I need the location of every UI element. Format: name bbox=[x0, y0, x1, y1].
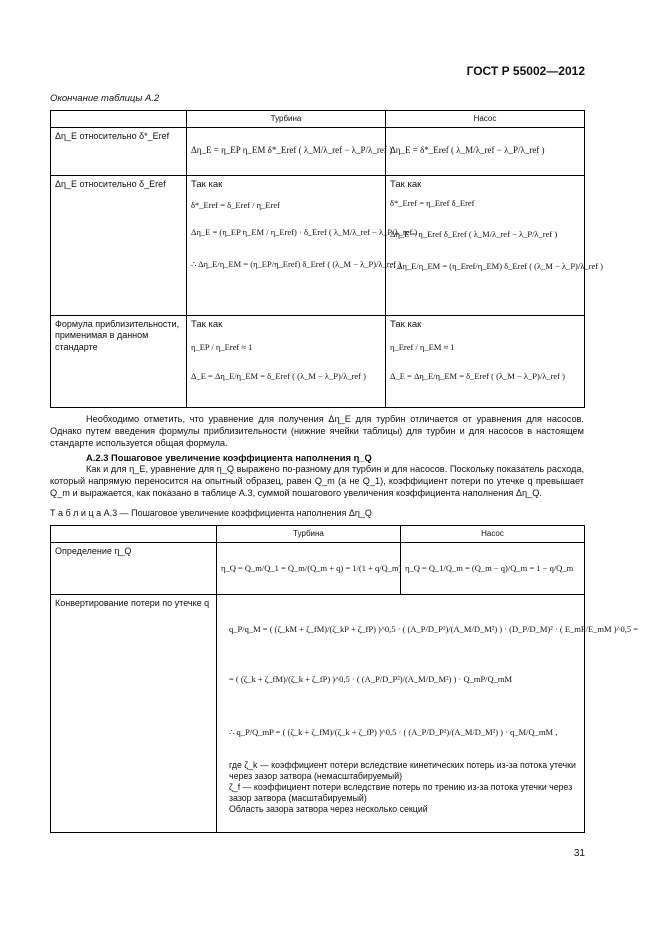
formula: Δη_E = η_EP η_EM δ*_Eref ( λ_M/λ_ref − λ_P/λ_ref ) bbox=[191, 144, 393, 155]
formula: Δη_E = (η_EP η_EM / η_Eref) · δ_Eref ( λ_M/λ_ref − λ_P/λ_ref ) bbox=[191, 227, 418, 238]
table-a2-row-label: Δη_E относительно δ*_Eref bbox=[51, 128, 187, 176]
formula: δ*_Eref = η_Eref δ_Eref bbox=[390, 197, 475, 208]
table-a3-header-empty bbox=[51, 526, 217, 543]
table-a2-header-empty bbox=[51, 111, 187, 128]
table-a3-turbine-cell bbox=[217, 543, 401, 595]
table-a2-header-row bbox=[51, 111, 585, 128]
table-a2-pump-cell bbox=[386, 176, 603, 316]
table-a3-caption: Т а б л и ц а А.3 — Пошаговое увеличение коэффициента наполнения Δη_Q bbox=[50, 508, 372, 518]
table-a3-header-turbine: Турбина bbox=[217, 526, 401, 543]
definition-item: Область зазора затвора через несколько секций bbox=[229, 803, 428, 814]
table-a2 bbox=[50, 110, 603, 408]
formula: Δ_E = Δη_E/η_EM = δ_Eref ( (λ_M − λ_P)/λ_ref ) bbox=[191, 371, 366, 382]
formula: η_Q = Q_1/Q_m = (Q_m − q)/Q_m = 1 − q/Q_m bbox=[405, 562, 574, 573]
table-a2-row bbox=[51, 128, 585, 176]
formula: η_Eref / η_EM ≈ 1 bbox=[390, 341, 455, 352]
section-paragraph: Как и для η_E, уравнение для η_Q выражено по-разному для турбин и для насосов. Поскольку показатель расхода, который напрямую переносится на опытный образец, равен Q_m (а не Q_1), коэффициент потери по утечке q превышает Q_m и выражается, как показано в таблице А.3, суммой пошагового увеличения коэффициента наполнения Δη_Q. bbox=[50, 464, 584, 498]
formula: ∴ Δη_E/η_EM = (η_Eref/η_EM) δ_Eref ( (λ_M − λ_P)/λ_ref ) bbox=[390, 261, 603, 272]
formula: Δη_E = δ*_Eref ( λ_M/λ_ref − λ_P/λ_ref ) bbox=[390, 144, 545, 155]
standard-number: ГОСТ Р 55002—2012 bbox=[466, 64, 585, 78]
formula: η_EP / η_Eref ≈ 1 bbox=[191, 341, 253, 352]
table-a3 bbox=[50, 525, 639, 833]
formula: Δη_E = η_Eref δ_Eref ( λ_M/λ_ref − λ_P/λ_ref ) bbox=[390, 229, 558, 240]
definition-list bbox=[229, 760, 578, 815]
table-a2-turbine-cell bbox=[187, 176, 418, 316]
table-a3-leakage-cell bbox=[217, 595, 639, 833]
formula: δ*_Eref = δ_Eref / η_Eref bbox=[191, 199, 280, 210]
table-a2-turbine-cell bbox=[187, 128, 393, 176]
since-label: Так как bbox=[191, 179, 223, 190]
table-a2-row-label: Формула приблизительности, применимая в данном стандарте bbox=[51, 316, 187, 408]
table-a2-row bbox=[51, 316, 585, 408]
table-a3-header-pump: Насос bbox=[401, 526, 585, 543]
table-a2-pump-cell bbox=[386, 316, 585, 408]
formula: ∴ q_P/Q_mP = ( (ζ_k + ζ_fM)/(ζ_k + ζ_fP) )^0,5 · ( (A_P/D_P²)/(A_M/D_M²) ) · q_M/Q_mM , bbox=[229, 727, 558, 738]
table-a3-row-definition bbox=[51, 543, 585, 595]
formula: q_P/q_M = ( (ζ_kM + ζ_fM)/(ζ_kP + ζ_fP) )^0,5 · ( (A_P/D_P²)/(A_M/D_M²) ) · (D_P/D_M)² · ( E_mP/E_mM )^0,5 = bbox=[229, 624, 639, 634]
table-a2-header-turbine: Турбина bbox=[187, 111, 386, 128]
since-label: Так как bbox=[390, 319, 422, 330]
table-a3-pump-cell bbox=[401, 543, 585, 595]
paragraph-note: Необходимо отметить, что уравнение для получения Δη_E для турбин отличается от уравнения для насосов. Однако путем введения формулы приблизительности (нижние ячейки таблицы) для турбин и для насосов в настоящем стандарте используется общая формула. bbox=[50, 414, 584, 448]
formula: η_Q = Q_m/Q_1 = Q_m/(Q_m + q) = 1/(1 + q/Q_m) bbox=[221, 562, 402, 573]
formula: = ( (ζ_k + ζ_fM)/(ζ_k + ζ_fP) )^0,5 · ( (A_P/D_P²)/(A_M/D_M²) ) · Q_mP/Q_mM bbox=[229, 673, 513, 684]
table-a2-turbine-cell bbox=[187, 316, 386, 408]
table-a3-header-row bbox=[51, 526, 585, 543]
section-heading: А.2.3 Пошаговое увеличение коэффициента наполнения η_Q bbox=[86, 452, 372, 463]
since-label: Так как bbox=[390, 179, 422, 190]
table-a3-row-label: Определение η_Q bbox=[51, 543, 217, 595]
table-a3-row-leakage bbox=[51, 595, 585, 833]
definition-item: где ζ_k — коэффициент потери вследствие кинетических потерь из-за потока утечки через зазор затвора (немасштабируемый) bbox=[229, 759, 576, 781]
page-number: 31 bbox=[573, 848, 585, 859]
table-a2-row bbox=[51, 176, 585, 316]
table-a2-pump-cell bbox=[386, 128, 585, 176]
table-a2-row-label: Δη_E относительно δ_Eref bbox=[51, 176, 187, 316]
table-a2-header-pump: Насос bbox=[386, 111, 585, 128]
definition-item: ζ_f — коэффициент потери вследствие потерь по трению из-за потока утечки через зазор затвора (масштабируемый) bbox=[229, 781, 573, 803]
formula: ∴ Δη_E/η_EM = (η_EP/η_Eref) δ_Eref ( (λ_M − λ_P)/λ_ref ) bbox=[191, 259, 402, 270]
table-a2-caption: Окончание таблицы А.2 bbox=[50, 93, 160, 104]
formula: Δ_E = Δη_E/η_EM = δ_Eref ( (λ_M − λ_P)/λ_ref ) bbox=[390, 371, 565, 382]
table-a3-row-label: Конвертирование потери по утечке q bbox=[51, 595, 217, 833]
since-label: Так как bbox=[191, 319, 223, 330]
